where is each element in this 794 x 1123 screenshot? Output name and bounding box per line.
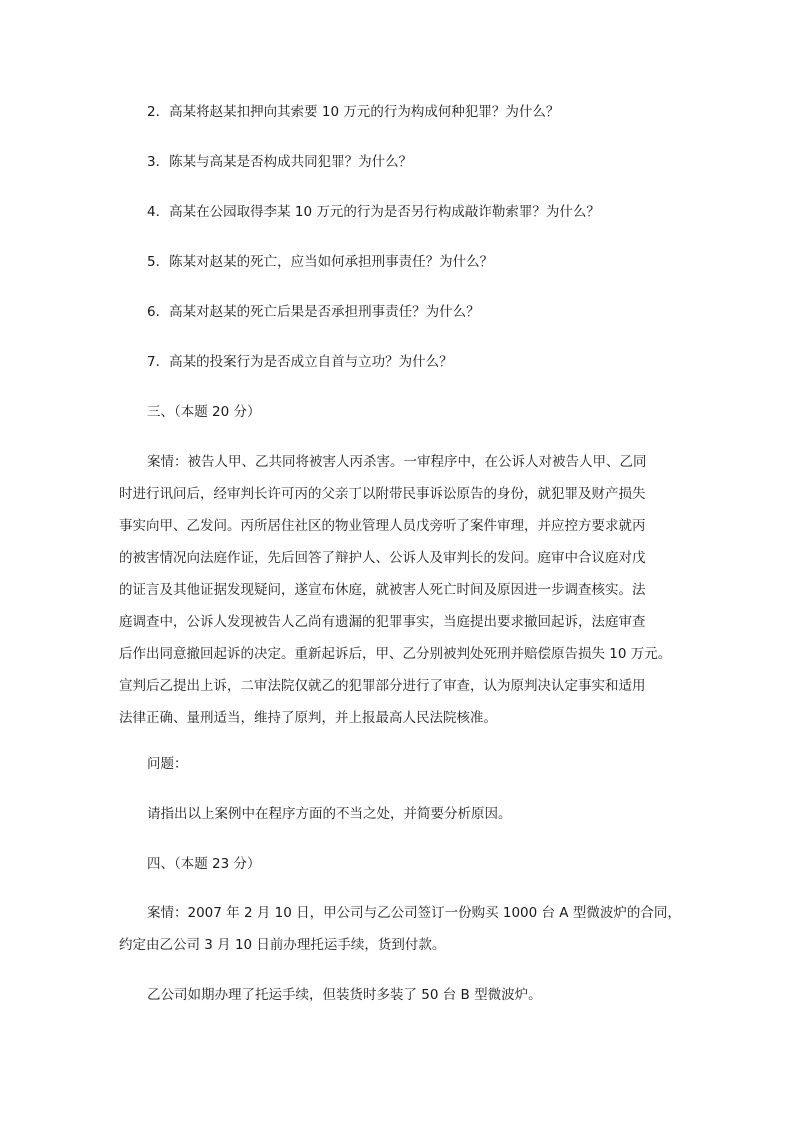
section-3-case-line: 案情：被告人甲、乙共同将被害人丙杀害。一审程序中，在公诉人对被告人甲、乙同 — [147, 454, 647, 470]
section-3-case-line: 时进行讯问后，经审判长许可丙的父亲丁以附带民事诉讼原告的身份，就犯罪及财产损失 — [119, 486, 646, 502]
question-6: 6．高某对赵某的死亡后果是否承担刑事责任？为什么？ — [147, 304, 480, 320]
section-4-heading: 四、（本题 23 分） — [147, 856, 261, 872]
question-4: 4．高某在公园取得李某 10 万元的行为是否另行构成敲诈勒索罪？为什么？ — [147, 204, 600, 220]
section-3-case-line: 法律正确、量刑适当，维持了原判，并上报最高人民法院核准。 — [119, 710, 497, 726]
section-4-paragraph-2: 乙公司如期办理了托运手续，但装货时多装了 50 台 B 型微波炉。 — [147, 987, 542, 1003]
section-3-heading: 三、（本题 20 分） — [147, 404, 261, 420]
question-7: 7．高某的投案行为是否成立自首与立功？为什么？ — [147, 354, 453, 370]
section-3-question-label: 问题： — [147, 756, 188, 772]
section-3-case-line: 后作出同意撤回起诉的决定。重新起诉后，甲、乙分别被判处死刑并赔偿原告损失 10 万元。 — [119, 646, 672, 662]
section-4-case-line: 案情：2007 年 2 月 10 日，甲公司与乙公司签订一份购买 1000 台 A 型微波炉的合同， — [147, 905, 681, 921]
question-3: 3．陈某与高某是否构成共同犯罪？为什么？ — [147, 154, 413, 170]
section-3-case-line: 的被害情况向法庭作证，先后回答了辩护人、公诉人及审判长的发问。庭审中合议庭对戊 — [119, 550, 646, 566]
section-4-case-line: 约定由乙公司 3 月 10 日前办理托运手续，货到付款。 — [119, 937, 446, 953]
section-3-question-text: 请指出以上案例中在程序方面的不当之处，并简要分析原因。 — [147, 806, 512, 822]
section-3-case-line: 的证言及其他证据发现疑问，遂宣布休庭，就被害人死亡时间及原因进一步调查核实。法 — [119, 582, 646, 598]
question-2: 2．高某将赵某扣押向其索要 10 万元的行为构成何种犯罪？为什么？ — [147, 104, 560, 120]
section-3-case-line: 宣判后乙提出上诉，二审法院仅就乙的犯罪部分进行了审查，认为原判决认定事实和适用 — [119, 678, 646, 694]
section-3-case-line: 事实向甲、乙发问。丙所居住社区的物业管理人员戊旁听了案件审理，并应控方要求就丙 — [119, 518, 646, 534]
question-5: 5．陈某对赵某的死亡，应当如何承担刑事责任？为什么？ — [147, 254, 494, 270]
section-3-case-line: 庭调查中，公诉人发现被告人乙尚有遗漏的犯罪事实，当庭提出要求撤回起诉，法庭审查 — [119, 614, 646, 630]
